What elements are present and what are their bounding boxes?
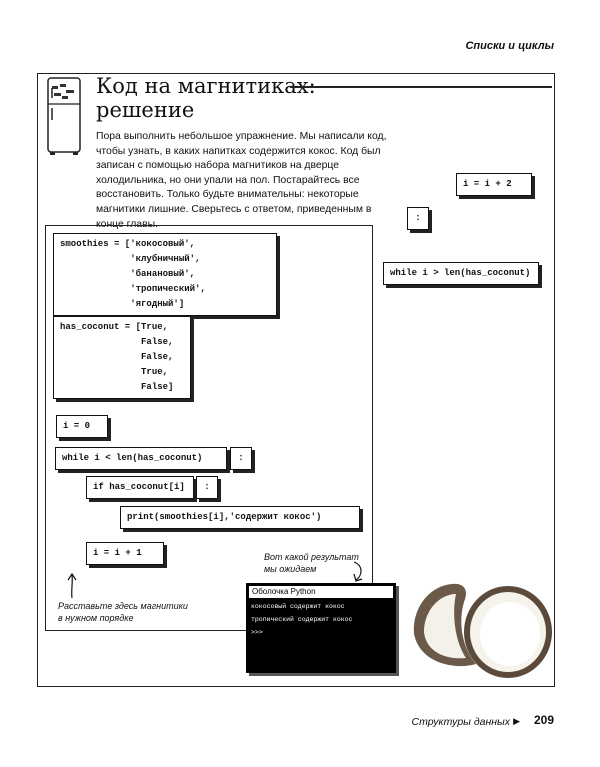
magnet-colon[interactable]: : <box>407 207 429 230</box>
chapter-title: Списки и циклы <box>465 40 554 52</box>
curved-arrow-icon <box>350 560 366 584</box>
magnet-while-less[interactable]: while i < len(has_coconut) <box>55 447 227 470</box>
footer-section-title: Структуры данных <box>411 716 510 728</box>
title-rule <box>290 86 552 88</box>
place-magnets-note: Расставьте здесь магнитики в нужном порядке <box>58 601 188 623</box>
magnet-while-greater[interactable]: while i > len(has_coconut) <box>383 262 539 285</box>
magnet-print-line[interactable]: print(smoothies[i],'содержит кокос') <box>120 506 360 529</box>
magnet-i-zero[interactable]: i = 0 <box>56 415 108 438</box>
shell-title: Оболочка Python <box>249 586 393 598</box>
intro-paragraph: Пора выполнить небольшое упражнение. Мы написали код, чтобы узнать, в каких напитках содержится кокос. Код был записан с помощью набора магнитиков на дверце холодильника, но они упали на пол. Постарайтесь все восстановить. Только будьте внимательны: некоторые магнитики лишние. Сверьтесь с ответом, приведенным в конце главы. <box>96 131 387 230</box>
magnet-if-line[interactable]: if has_coconut[i] <box>86 476 194 499</box>
up-arrow-icon <box>64 572 80 600</box>
coconut-illustration <box>406 560 554 690</box>
page-title: Код на магнитиках: <box>96 74 316 98</box>
magnet-while-colon[interactable]: : <box>230 447 252 470</box>
shell-output-line: тропический содержит кокос <box>251 616 353 623</box>
magnet-smoothies[interactable]: smoothies = ['кокосовый', 'клубничный', 'банановый', 'тропический', 'ягодный'] <box>53 233 277 316</box>
magnet-if-colon[interactable]: : <box>196 476 218 499</box>
page-number: 209 <box>533 713 554 727</box>
magnet-increment-two[interactable]: i = i + 2 <box>456 173 532 196</box>
page-subtitle: решение <box>96 98 195 122</box>
expected-result-note: Вот какой результат мы ожидаем <box>264 552 359 574</box>
fridge-icon <box>40 74 86 156</box>
shell-output-line: кокосовый содержит кокос <box>251 603 345 610</box>
python-shell-window <box>246 583 396 673</box>
shell-prompt: >>> <box>251 629 263 636</box>
magnet-has-coconut[interactable]: has_coconut = [True, False, False, True, False] <box>53 316 191 399</box>
magnet-increment-one[interactable]: i = i + 1 <box>86 542 164 565</box>
triangle-right-icon: ▶ <box>513 716 520 726</box>
